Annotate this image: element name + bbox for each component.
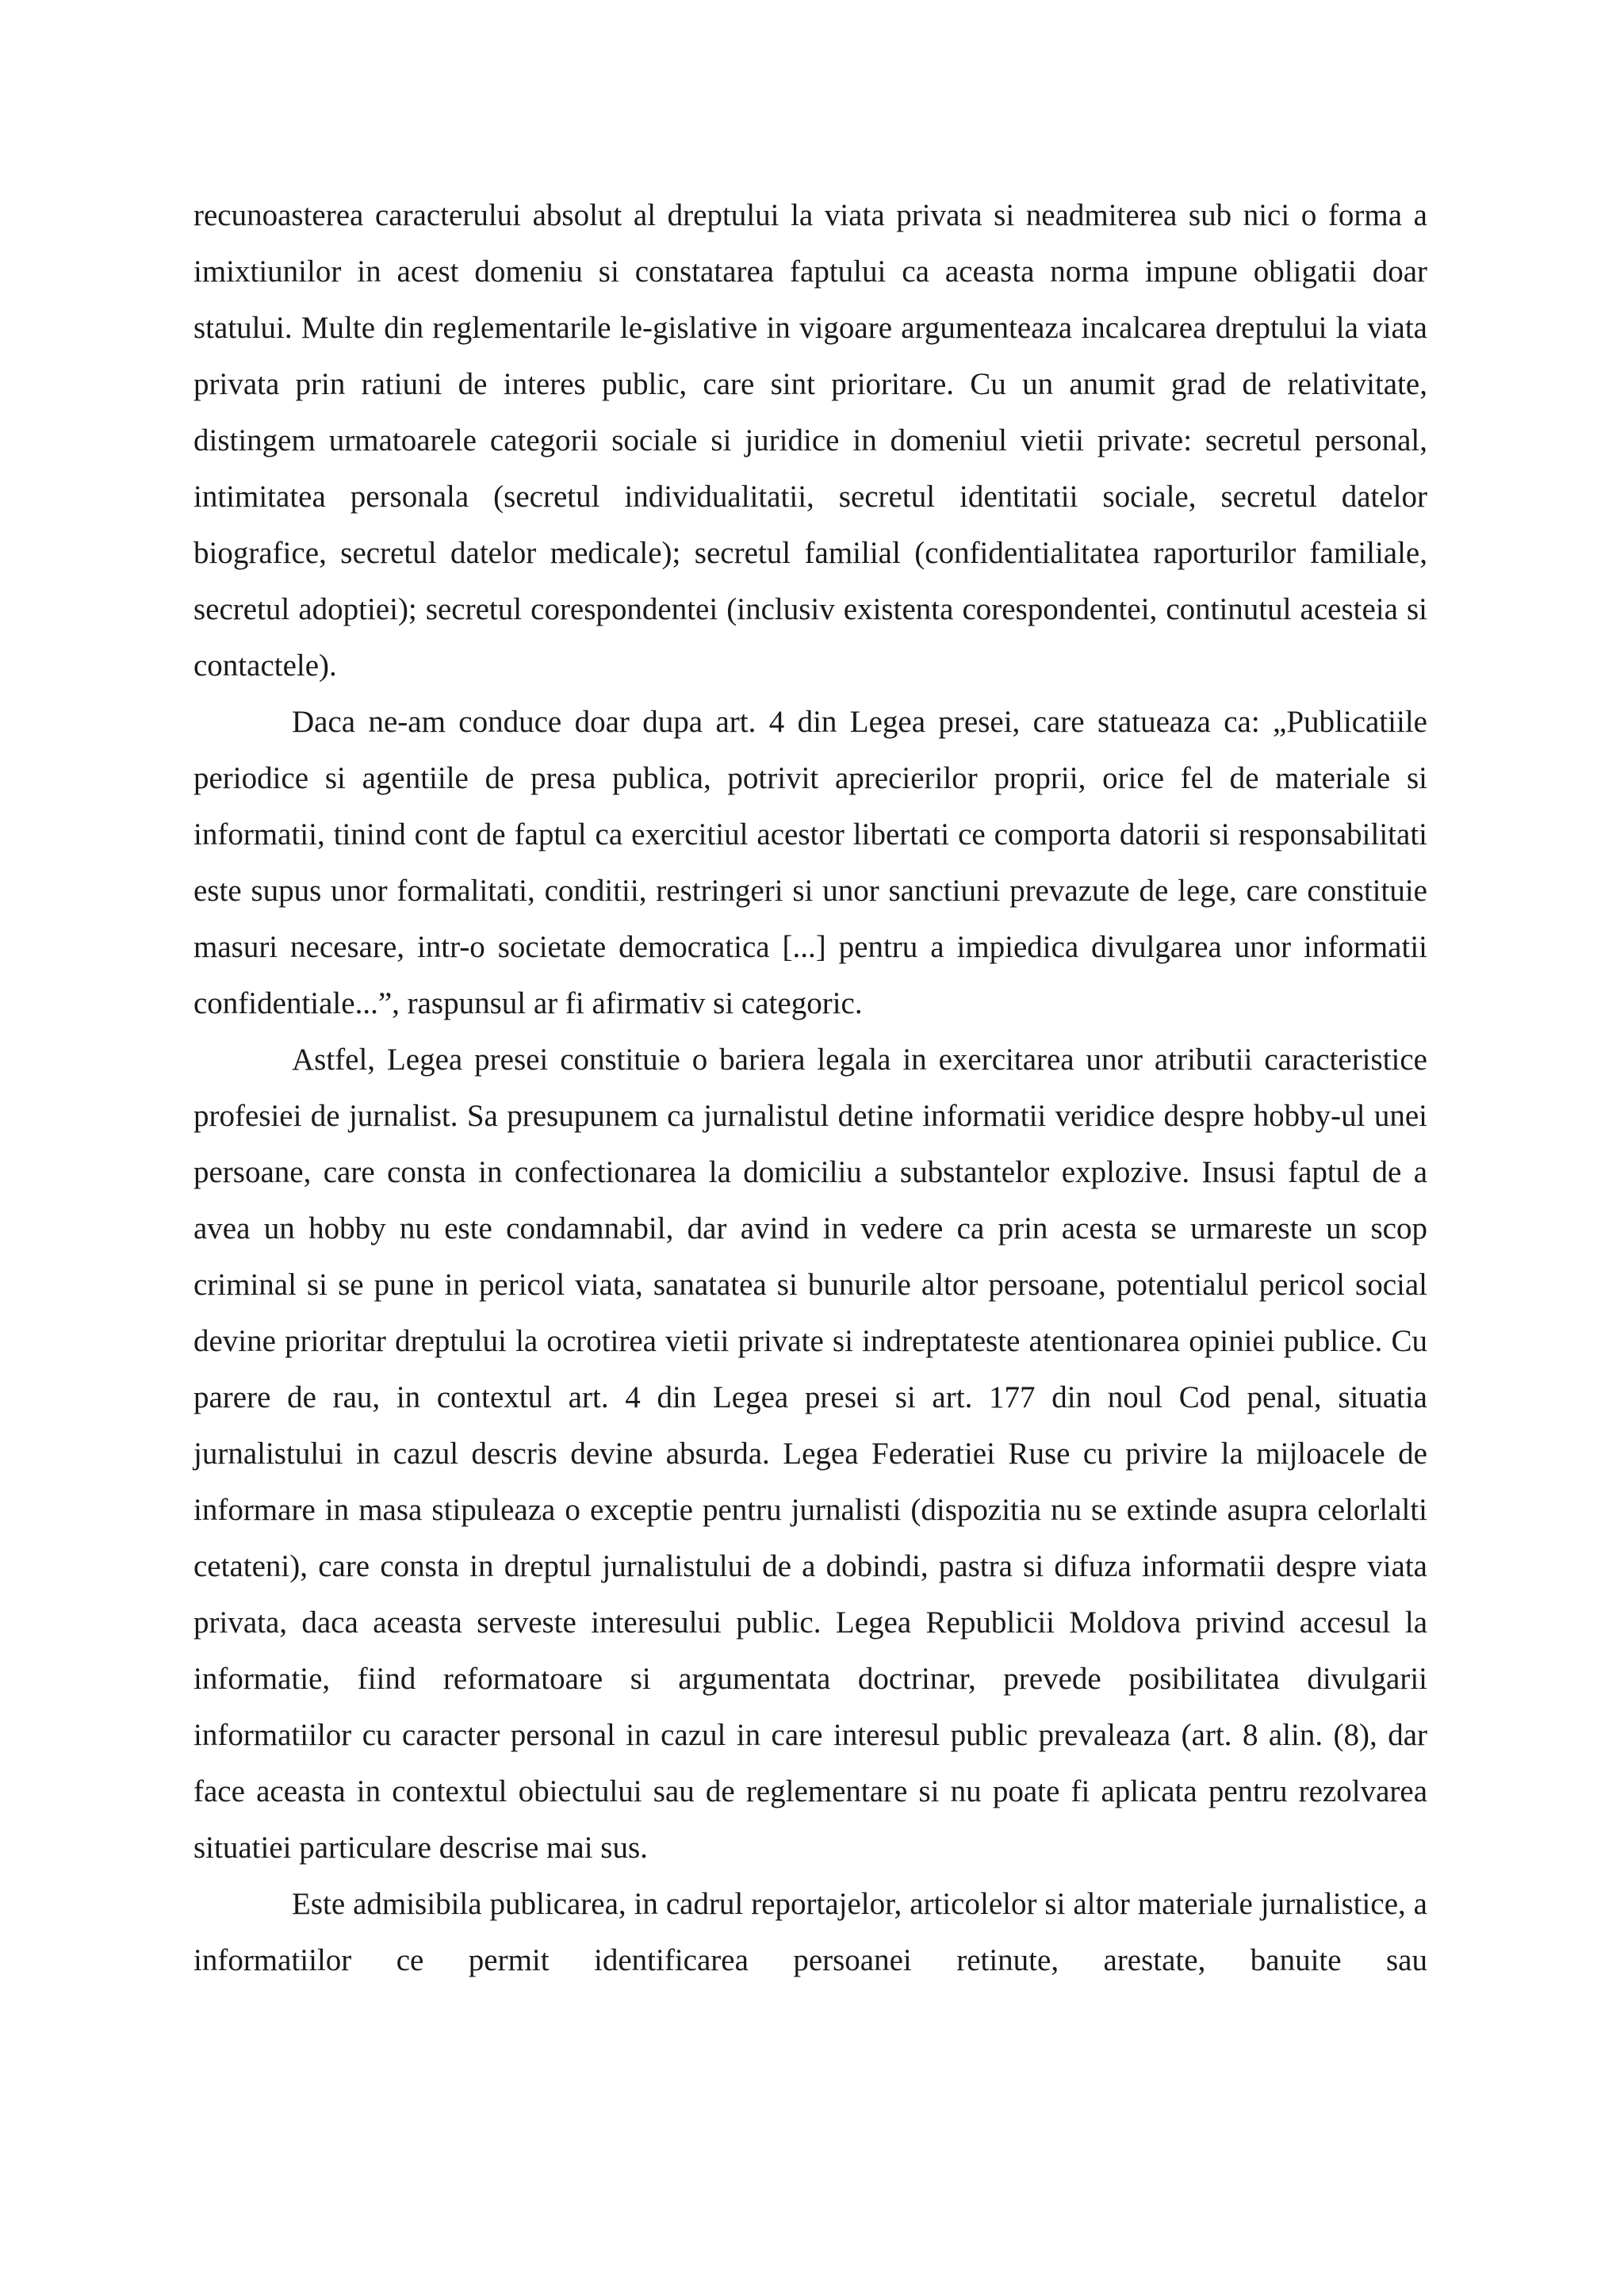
paragraph-1: recunoasterea caracterului absolut al dreptului la viata privata si neadmiterea sub nici o forma a imixtiunilor in acest domeniu si constatarea faptului ca aceasta norma impune obligatii doar statului. Multe din reglementarile le-gislative in vigoare argumenteaza incalcarea dreptului la viata privata prin ratiuni de interes public, care sint prioritare. Cu un anumit grad de relativitate, distingem urmatoarele categorii sociale si juridice in domeniul vietii private: secretul personal, intimitatea personala (secretul individualitatii, secretul identitatii sociale, secretul datelor biografice, secretul datelor medicale); secretul familial (confidentialitatea raporturilor familiale, secretul adoptiei); secretul corespondentei (inclusiv existenta corespondentei, continutul acesteia si contactele). — [193, 198, 1427, 683]
paragraph-3: Astfel, Legea presei constituie o bariera legala in exercitarea unor atributii caracteristice profesiei de jurnalist. Sa presupunem ca jurnalistul detine informatii veridice despre hobby-ul unei persoane, care consta in confectionarea la domiciliu a substantelor explozive. Insusi faptul de a avea un hobby nu este condamnabil, dar avind in vedere ca prin acesta se urmareste un scop criminal si se pune in pericol viata, sanatatea si bunurile altor persoane, potentialul pericol social devine prioritar dreptului la ocrotirea vietii private si indreptateste atentionarea opiniei publice. Cu parere de rau, in contextul art. 4 din Legea presei si art. 177 din noul Cod penal, situatia jurnalistului in cazul descris devine absurda. Legea Federatiei Ruse cu privire la mijloacele de informare in masa stipuleaza o exceptie pentru jurnalisti (dispozitia nu se extinde asupra celorlalti cetateni), care consta in dreptul jurnalistului de a dobindi, pastra si difuza informatii despre viata privata, daca aceasta serveste interesului public. Legea Republicii Moldova privind accesul la informatie, fiind reformatoare si argumentata doctrinar, prevede posibilitatea divulgarii informatiilor cu caracter personal in cazul in care interesul public prevaleaza (art. 8 alin. (8), dar face aceasta in contextul obiectului sau de reglementare si nu poate fi aplicata pentru rezolvarea situatiei particulare descrise mai sus. — [193, 1043, 1427, 1865]
paragraph-4: Este admisibila publicarea, in cadrul reportajelor, articolelor si altor materiale jurnalistice, a informatiilor ce permit identificarea persoanei retinute, arestate, banuite sau — [193, 1887, 1427, 1977]
body-text — [193, 187, 1427, 1988]
paragraph-2: Daca ne-am conduce doar dupa art. 4 din Legea presei, care statueaza ca: „Publicatiile periodice si agentiile de presa publica, potrivit aprecierilor proprii, orice fel de materiale si informatii, tinind cont de faptul ca exercitiul acestor libertati ce comporta datorii si responsabilitati este supus unor formalitati, conditii, restringeri si unor sanctiuni prevazute de lege, care constituie masuri necesare, intr-o societate democratica [...] pentru a impiedica divulgarea unor informatii confidentiale...”, raspunsul ar fi afirmativ si categoric. — [193, 705, 1427, 1020]
